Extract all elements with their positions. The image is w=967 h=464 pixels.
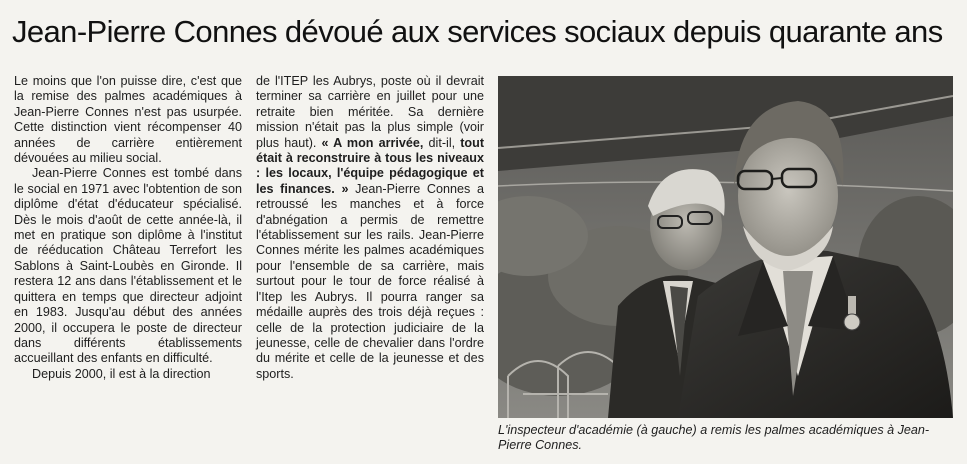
paragraph-intro: Le moins que l'on puisse dire, c'est que la remise des palmes académiques à Jean-Pierre Connes n'est pas usurpée. Cette distinction vient récompenser 40 années de carrière entièrement dévouées au milieu social.	[14, 74, 242, 166]
paragraph-career: Jean-Pierre Connes est tombé dans le social en 1971 avec l'obtention de son diplôme d'état d'éducateur spécialisé. Dès le mois d'août de cette année-là, il met en pratique son diplôme à l'institut de rééducation Château Terrefort les Sablons à Saint-Loubès en Gironde. Il restera 12 ans dans l'établissement et le quittera en temps que directeur adjoint en 1983. Jusqu'au début des années 2000, il occupera le poste de directeur dans différents établissements accueillant des enfants en difficulté.	[14, 166, 242, 366]
quote-open: « A mon arrivée,	[321, 135, 424, 150]
paragraph-itep-start: de l'ITEP les Aubrys, poste où il devrait terminer sa carrière en juillet pour une retraite bien méritée. Sa dernière mission n'était pas la plus simple (voir plus haut).	[256, 74, 484, 150]
article-photo	[498, 76, 953, 418]
text-column-2	[256, 74, 484, 382]
text-column-1	[14, 74, 242, 382]
paragraph-itep	[256, 74, 484, 382]
paragraph-since-2000: Depuis 2000, il est à la direction	[32, 366, 211, 381]
quote-attribution: dit-il,	[423, 135, 461, 150]
photo-caption: L'inspecteur d'académie (à gauche) a remis les palmes académiques à Jean-Pierre Connes.	[498, 423, 930, 453]
article-headline: Jean-Pierre Connes dévoué aux services sociaux depuis quarante ans	[12, 14, 943, 49]
photo-illustration	[498, 76, 953, 418]
quote-body: tout était à reconstruire à tous les niveaux : les locaux, l'équipe pédagogique et les finances. »	[256, 135, 485, 196]
paragraph-itep-end: Jean-Pierre Connes a retroussé les manches et à force d'abnégation a permis de remettre l'établissement sur les rails. Jean-Pierre Connes mérite les palmes académiques pour l'ensemble de sa carrière, mais surtout pour le tour de force réalisé à l'Itep les Aubrys. Il pourra ranger sa médaille auprès des trois déjà reçues : celle de la protection judiciaire de la jeunesse, celle de chevalier dans l'ordre du mérite et celle de la jeunesse et des sports.	[256, 181, 484, 381]
